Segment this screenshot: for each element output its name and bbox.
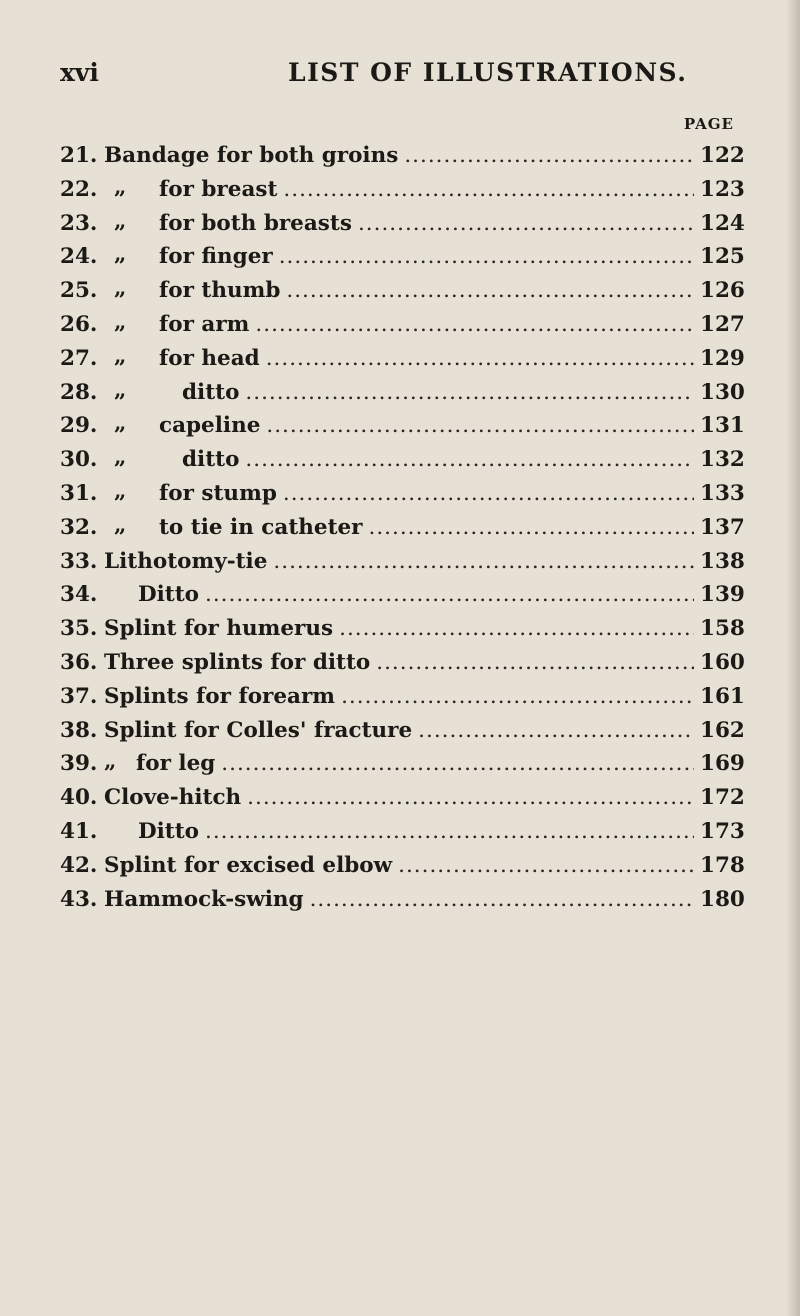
entry-page-number: 132 xyxy=(700,447,745,473)
ditto-mark: „ xyxy=(114,512,127,538)
dot-leader xyxy=(398,853,694,878)
dot-leader xyxy=(404,143,694,168)
list-item xyxy=(60,818,745,853)
entry-body xyxy=(104,276,745,304)
dot-leader xyxy=(376,650,694,675)
entry-number: 21. xyxy=(60,143,98,168)
dot-leader xyxy=(358,211,694,236)
entry-body xyxy=(104,445,745,473)
entry-body xyxy=(104,785,745,811)
entry-page-number: 139 xyxy=(700,582,745,608)
list-item xyxy=(60,174,745,211)
ditto-mark: „ xyxy=(114,445,127,471)
list-item xyxy=(60,242,745,278)
entry-number: 28. xyxy=(60,379,98,405)
ditto-mark: „ xyxy=(114,242,127,268)
entry-body xyxy=(104,649,745,675)
entry-page-number: 122 xyxy=(700,143,745,168)
entry-body xyxy=(104,343,745,371)
entry-title: Splint for humerus xyxy=(104,616,334,642)
entry-title: for breast xyxy=(159,176,278,202)
entry-number: 39. xyxy=(60,751,98,777)
entry-page-number: 161 xyxy=(700,683,745,709)
entry-title: for thumb xyxy=(159,278,281,304)
entry-body xyxy=(104,852,745,878)
entry-title: for leg xyxy=(136,751,216,777)
list-item xyxy=(60,143,745,177)
entry-page-number: 160 xyxy=(700,649,745,675)
entry-number: 27. xyxy=(60,345,98,371)
entry-title: Ditto xyxy=(138,818,200,844)
dot-leader xyxy=(205,819,694,844)
entry-number: 38. xyxy=(60,717,98,743)
ditto-mark: „ xyxy=(114,377,127,403)
dot-leader xyxy=(273,549,694,574)
entry-body xyxy=(104,582,745,608)
entry-title: Clove-hitch xyxy=(104,785,242,811)
dot-leader xyxy=(266,413,694,438)
entry-body xyxy=(104,512,745,540)
entry-page-number: 133 xyxy=(700,480,745,506)
entry-title: for stump xyxy=(159,480,277,506)
entry-title: for both breasts xyxy=(159,210,352,236)
entry-title: Bandage for both groins xyxy=(104,143,399,168)
entry-title: Splints for forearm xyxy=(104,683,336,709)
entry-number: 32. xyxy=(60,514,98,540)
dot-leader xyxy=(283,177,694,202)
entry-page-number: 125 xyxy=(700,244,745,270)
entry-body xyxy=(104,411,745,439)
list-item xyxy=(60,343,745,380)
entry-number: 30. xyxy=(60,447,98,473)
entry-title: Ditto xyxy=(138,582,200,608)
entry-page-number: 180 xyxy=(700,886,745,912)
entry-body xyxy=(104,242,745,270)
list-item xyxy=(60,208,745,245)
entry-number: 42. xyxy=(60,852,98,878)
page-edge-shadow xyxy=(786,0,800,1316)
dot-leader xyxy=(266,346,694,371)
list-item xyxy=(60,785,745,819)
dot-leader xyxy=(310,887,694,912)
entry-title: ditto xyxy=(182,447,240,473)
entry-page-number: 131 xyxy=(700,413,745,439)
entry-title: Splint for excised elbow xyxy=(104,852,393,878)
entry-page-number: 129 xyxy=(700,345,745,371)
dot-leader xyxy=(286,278,694,303)
ditto-mark: „ xyxy=(104,749,117,775)
entry-body xyxy=(104,717,745,743)
ditto-mark: „ xyxy=(114,276,127,302)
entry-body xyxy=(104,208,745,236)
ditto-mark: „ xyxy=(114,343,127,369)
list-item xyxy=(60,478,745,515)
entry-body xyxy=(104,616,745,642)
entry-body xyxy=(104,143,745,168)
list-item xyxy=(60,548,745,583)
entry-page-number: 138 xyxy=(700,548,745,574)
entry-page-number: 162 xyxy=(700,717,745,743)
entry-number: 41. xyxy=(60,818,98,844)
entry-page-number: 124 xyxy=(700,210,745,236)
entry-title: capeline xyxy=(159,413,261,439)
entry-number: 36. xyxy=(60,649,98,675)
entry-number: 40. xyxy=(60,785,98,811)
ditto-mark: „ xyxy=(114,478,127,504)
list-item xyxy=(60,886,745,921)
dot-leader xyxy=(418,718,694,743)
entry-page-number: 173 xyxy=(700,818,745,844)
entry-title: for finger xyxy=(159,244,273,270)
entry-page-number: 127 xyxy=(700,311,745,337)
entry-body xyxy=(104,548,745,574)
entry-number: 31. xyxy=(60,480,98,506)
illustrations-list xyxy=(60,143,745,920)
list-item xyxy=(60,445,745,481)
entry-page-number: 126 xyxy=(700,278,745,304)
dot-leader xyxy=(255,312,694,337)
entry-page-number: 130 xyxy=(700,379,745,405)
dot-leader xyxy=(339,616,694,641)
list-item xyxy=(60,683,745,718)
ditto-mark: „ xyxy=(114,411,127,437)
entry-number: 43. xyxy=(60,886,98,912)
dot-leader xyxy=(245,380,694,405)
running-head xyxy=(60,58,710,88)
entry-page-number: 158 xyxy=(700,616,745,642)
dot-leader xyxy=(205,582,694,607)
entry-number: 29. xyxy=(60,413,98,439)
list-item xyxy=(60,852,745,887)
page-title: LIST OF ILLUSTRATIONS. xyxy=(288,58,688,87)
dot-leader xyxy=(221,751,694,776)
entry-page-number: 137 xyxy=(700,514,745,540)
entry-page-number: 123 xyxy=(700,176,745,202)
entry-number: 23. xyxy=(60,210,98,236)
entry-number: 24. xyxy=(60,244,98,270)
entry-number: 35. xyxy=(60,616,98,642)
entry-title: for head xyxy=(159,345,260,371)
list-item xyxy=(60,512,745,549)
list-item xyxy=(60,649,745,684)
dot-leader xyxy=(341,684,694,709)
list-item xyxy=(60,276,745,312)
entry-title: ditto xyxy=(182,379,240,405)
list-item xyxy=(60,377,745,414)
entry-page-number: 172 xyxy=(700,785,745,811)
entry-page-number: 178 xyxy=(700,852,745,878)
entry-number: 37. xyxy=(60,683,98,709)
ditto-mark: „ xyxy=(114,208,127,234)
entry-number: 33. xyxy=(60,548,98,574)
entry-body xyxy=(104,749,745,777)
entry-body xyxy=(104,818,745,844)
entry-number: 25. xyxy=(60,278,98,304)
entry-title: Splint for Colles' fracture xyxy=(104,717,413,743)
entry-page-number: 169 xyxy=(700,751,745,777)
entry-body xyxy=(104,683,745,709)
dot-leader xyxy=(247,785,694,810)
dot-leader xyxy=(369,515,694,540)
entry-body xyxy=(104,377,745,405)
list-item xyxy=(60,717,745,752)
list-item xyxy=(60,411,745,447)
page-column-header: PAGE xyxy=(683,115,734,133)
entry-body xyxy=(104,478,745,506)
entry-body xyxy=(104,886,745,912)
entry-number: 22. xyxy=(60,176,98,202)
page-folio: xvi xyxy=(60,58,99,87)
list-item xyxy=(60,582,745,616)
entry-title: Hammock-swing xyxy=(104,886,304,912)
ditto-mark: „ xyxy=(114,174,127,200)
entry-title: Three splints for ditto xyxy=(104,649,371,675)
list-item xyxy=(60,616,745,650)
list-item xyxy=(60,749,745,785)
entry-body xyxy=(104,174,745,202)
entry-title: Lithotomy-tie xyxy=(104,548,268,574)
dot-leader xyxy=(283,481,694,506)
entry-number: 26. xyxy=(60,311,98,337)
entry-number: 34. xyxy=(60,582,98,608)
dot-leader xyxy=(279,244,694,269)
entry-title: for arm xyxy=(159,311,250,337)
entry-body xyxy=(104,309,745,337)
ditto-mark: „ xyxy=(114,309,127,335)
list-item xyxy=(60,309,745,346)
dot-leader xyxy=(245,447,694,472)
entry-title: to tie in catheter xyxy=(159,514,363,540)
